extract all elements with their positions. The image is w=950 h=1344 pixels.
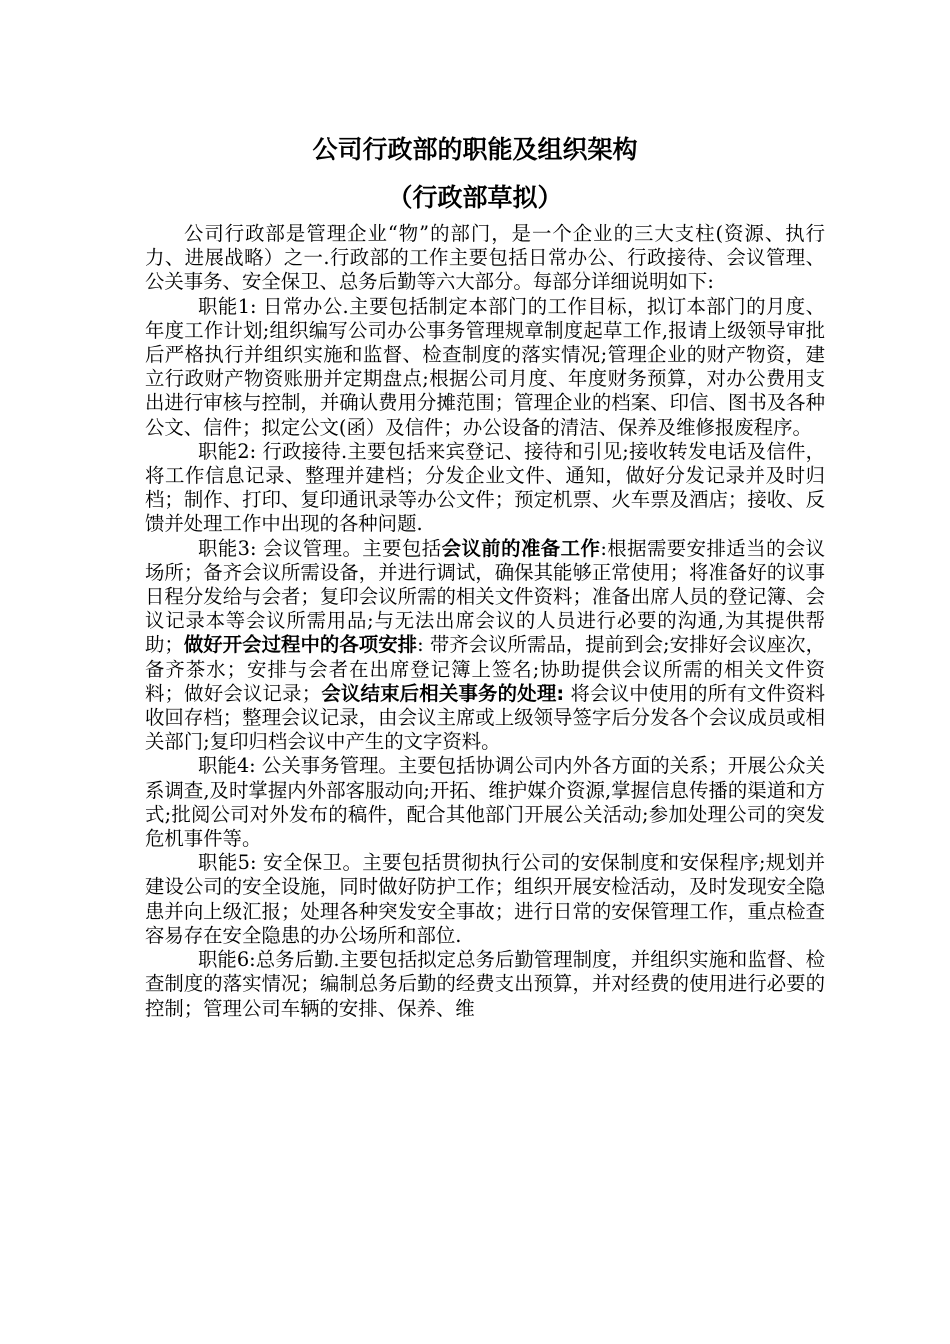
function-3-lead: 职能3: 会议管理。主要包括 xyxy=(198,536,442,560)
in-meeting-text: : 带齐会议所需品，提前到会;安排好会议座次，备齐茶水；安排与会者在出席登记簿上签名;协助提供会议所需的相关文件资料；做好会议记录； xyxy=(145,633,826,705)
in-meeting-heading: 做好开会过程中的各项安排 xyxy=(183,633,418,657)
document-subtitle: （行政部草拟） xyxy=(387,183,563,212)
document-body xyxy=(145,222,825,1021)
pre-meeting-heading: 会议前的准备工作 xyxy=(441,536,601,560)
function-2-paragraph: 职能2: 行政接待.主要包括来宾登记、接待和引见;接收转发电话及信件，将工作信息记录、整理并建档；分发企业文件、通知，做好分发记录并及时归档；制作、打印、复印通讯录等办公文件；预定机票、火车票及酒店；接收、反馈并处理工作中出现的各种问题. xyxy=(145,439,825,536)
pre-meeting-text: :根据需要安排适当的会议场所；备齐会议所需设备，并进行调试，确保其能够正常使用；将准备好的议事日程分发给与会者；复印会议所需的相关文件资料；准备出席人员的登记簿、会议记录本等会议所需用品;与无法出席会议的人员进行必要的沟通,为其提供帮助； xyxy=(145,536,825,657)
function-6-paragraph: 职能6:总务后勤.主要包括拟定总务后勤管理制度，并组织实施和监督、检查制度的落实情况；编制总务后勤的经费支出预算，并对经费的使用进行必要的控制；管理公司车辆的安排、保养、维 xyxy=(145,948,825,1020)
post-meeting-text: 将会议中使用的所有文件资料收回存档；整理会议记录，由会议主席或上级领导签字后分发各个会议成员或相关部门;复印归档会议中产生的文字资料。 xyxy=(145,681,826,754)
function-1-paragraph: 职能1: 日常办公.主要包括制定本部门的工作目标，拟订本部门的月度、年度工作计划;组织编写公司办公事务管理规章制度起草工作,报请上级领导审批后严格执行并组织实施和监督、检查制度的落实情况;管理企业的财产物资，建立行政财产物资账册并定期盘点;根据公司月度、年度财务预算，对办公费用支出进行审核与控制，并确认费用分摊范围；管理企业的档案、印信、图书及各种公文、信件；拟定公文(函）及信件；办公设备的清洁、保养及维修报废程序。 xyxy=(145,294,825,439)
function-5-paragraph: 职能5: 安全保卫。主要包括贯彻执行公司的安保制度和安保程序;规划并建设公司的安全设施，同时做好防护工作；组织开展安检活动，及时发现安全隐患并向上级汇报；处理各种突发安全事故；进行日常的安保管理工作，重点检查容易存在安全隐患的办公场所和部位. xyxy=(145,851,825,947)
intro-paragraph: 公司行政部是管理企业“物”的部门，是一个企业的三大支柱(资源、执行力、进展战略）之一.行政部的工作主要包括日常办公、行政接待、会议管理、公关事务、安全保卫、总务后勤等六大部分。每部分详细说明如下: xyxy=(145,222,825,294)
post-meeting-heading: 会议结束后相关事务的处理: xyxy=(321,681,565,705)
function-4-paragraph: 职能4: 公关事务管理。主要包括协调公司内外各方面的关系；开展公众关系调查,及时掌握内外部客服动向;开拓、维护媒介资源,掌握信息传播的渠道和方式;批阅公司对外发布的稿件，配合其他部门开展公关活动;参加处理公司的突发危机事件等。 xyxy=(145,754,825,851)
function-3-paragraph xyxy=(145,537,825,755)
document-title: 公司行政部的职能及组织架构 xyxy=(312,135,638,164)
